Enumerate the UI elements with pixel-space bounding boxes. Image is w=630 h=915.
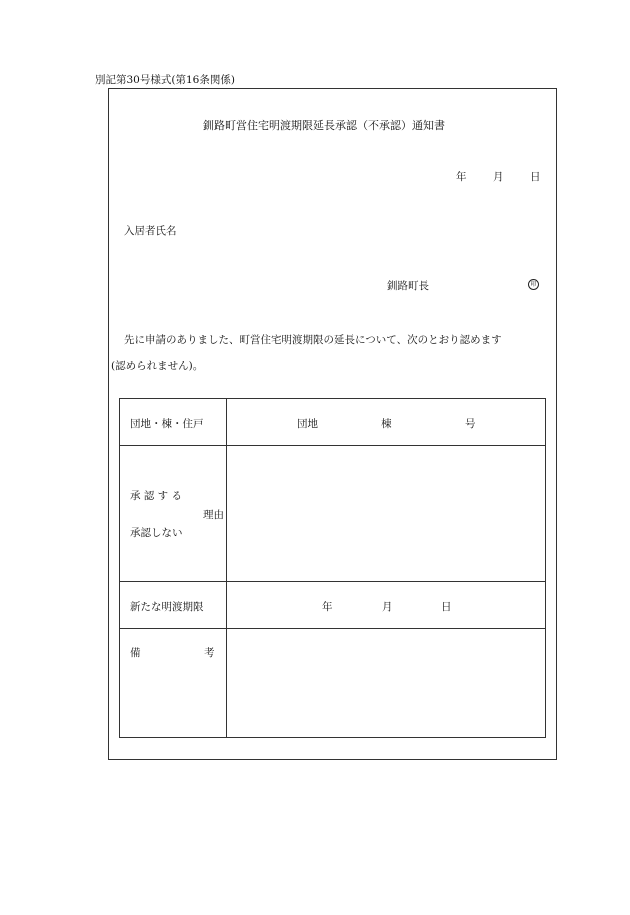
body-text-line1: 先に申請のありました、町営住宅明渡期限の延長について、次のとおり認めます [124, 334, 502, 346]
form-title: 釧路町営住宅明渡期限延長承認（不承認）通知書 [203, 119, 445, 132]
remarks-label-left: 備 [130, 647, 141, 659]
location-label: 団地・棟・住戸 [130, 418, 204, 430]
danchi-label: 団地 [297, 418, 318, 430]
addressee-label: 入居者氏名 [124, 225, 177, 237]
seal-icon: 印 [528, 279, 539, 290]
table-row-reason [120, 446, 546, 582]
deadline-year: 年 [322, 601, 333, 613]
body-text-line2: (認められません)。 [111, 360, 204, 372]
table-row-remarks [120, 629, 546, 738]
deadline-month: 月 [382, 601, 393, 613]
remarks-label-right: 考 [204, 647, 215, 659]
gou-label: 号 [465, 418, 476, 430]
reason-label: 理由 [203, 509, 224, 521]
date-year: 年 [456, 171, 467, 183]
table-row-deadline [120, 582, 546, 629]
date-month: 月 [493, 171, 504, 183]
table-row-location [120, 399, 546, 446]
disapprove-label: 承認しない [130, 527, 183, 539]
remarks-field[interactable] [227, 629, 546, 738]
date-day: 日 [530, 171, 541, 183]
form-header-label: 別記第30号様式(第16条関係) [95, 74, 235, 86]
tou-label: 棟 [381, 418, 392, 430]
deadline-label: 新たな明渡期限 [130, 601, 204, 613]
deadline-day: 日 [441, 601, 452, 613]
reason-field[interactable] [227, 446, 546, 582]
issuer-name: 釧路町長 [387, 280, 429, 292]
approve-label: 承 認 す る [130, 490, 183, 502]
info-table [119, 398, 546, 738]
